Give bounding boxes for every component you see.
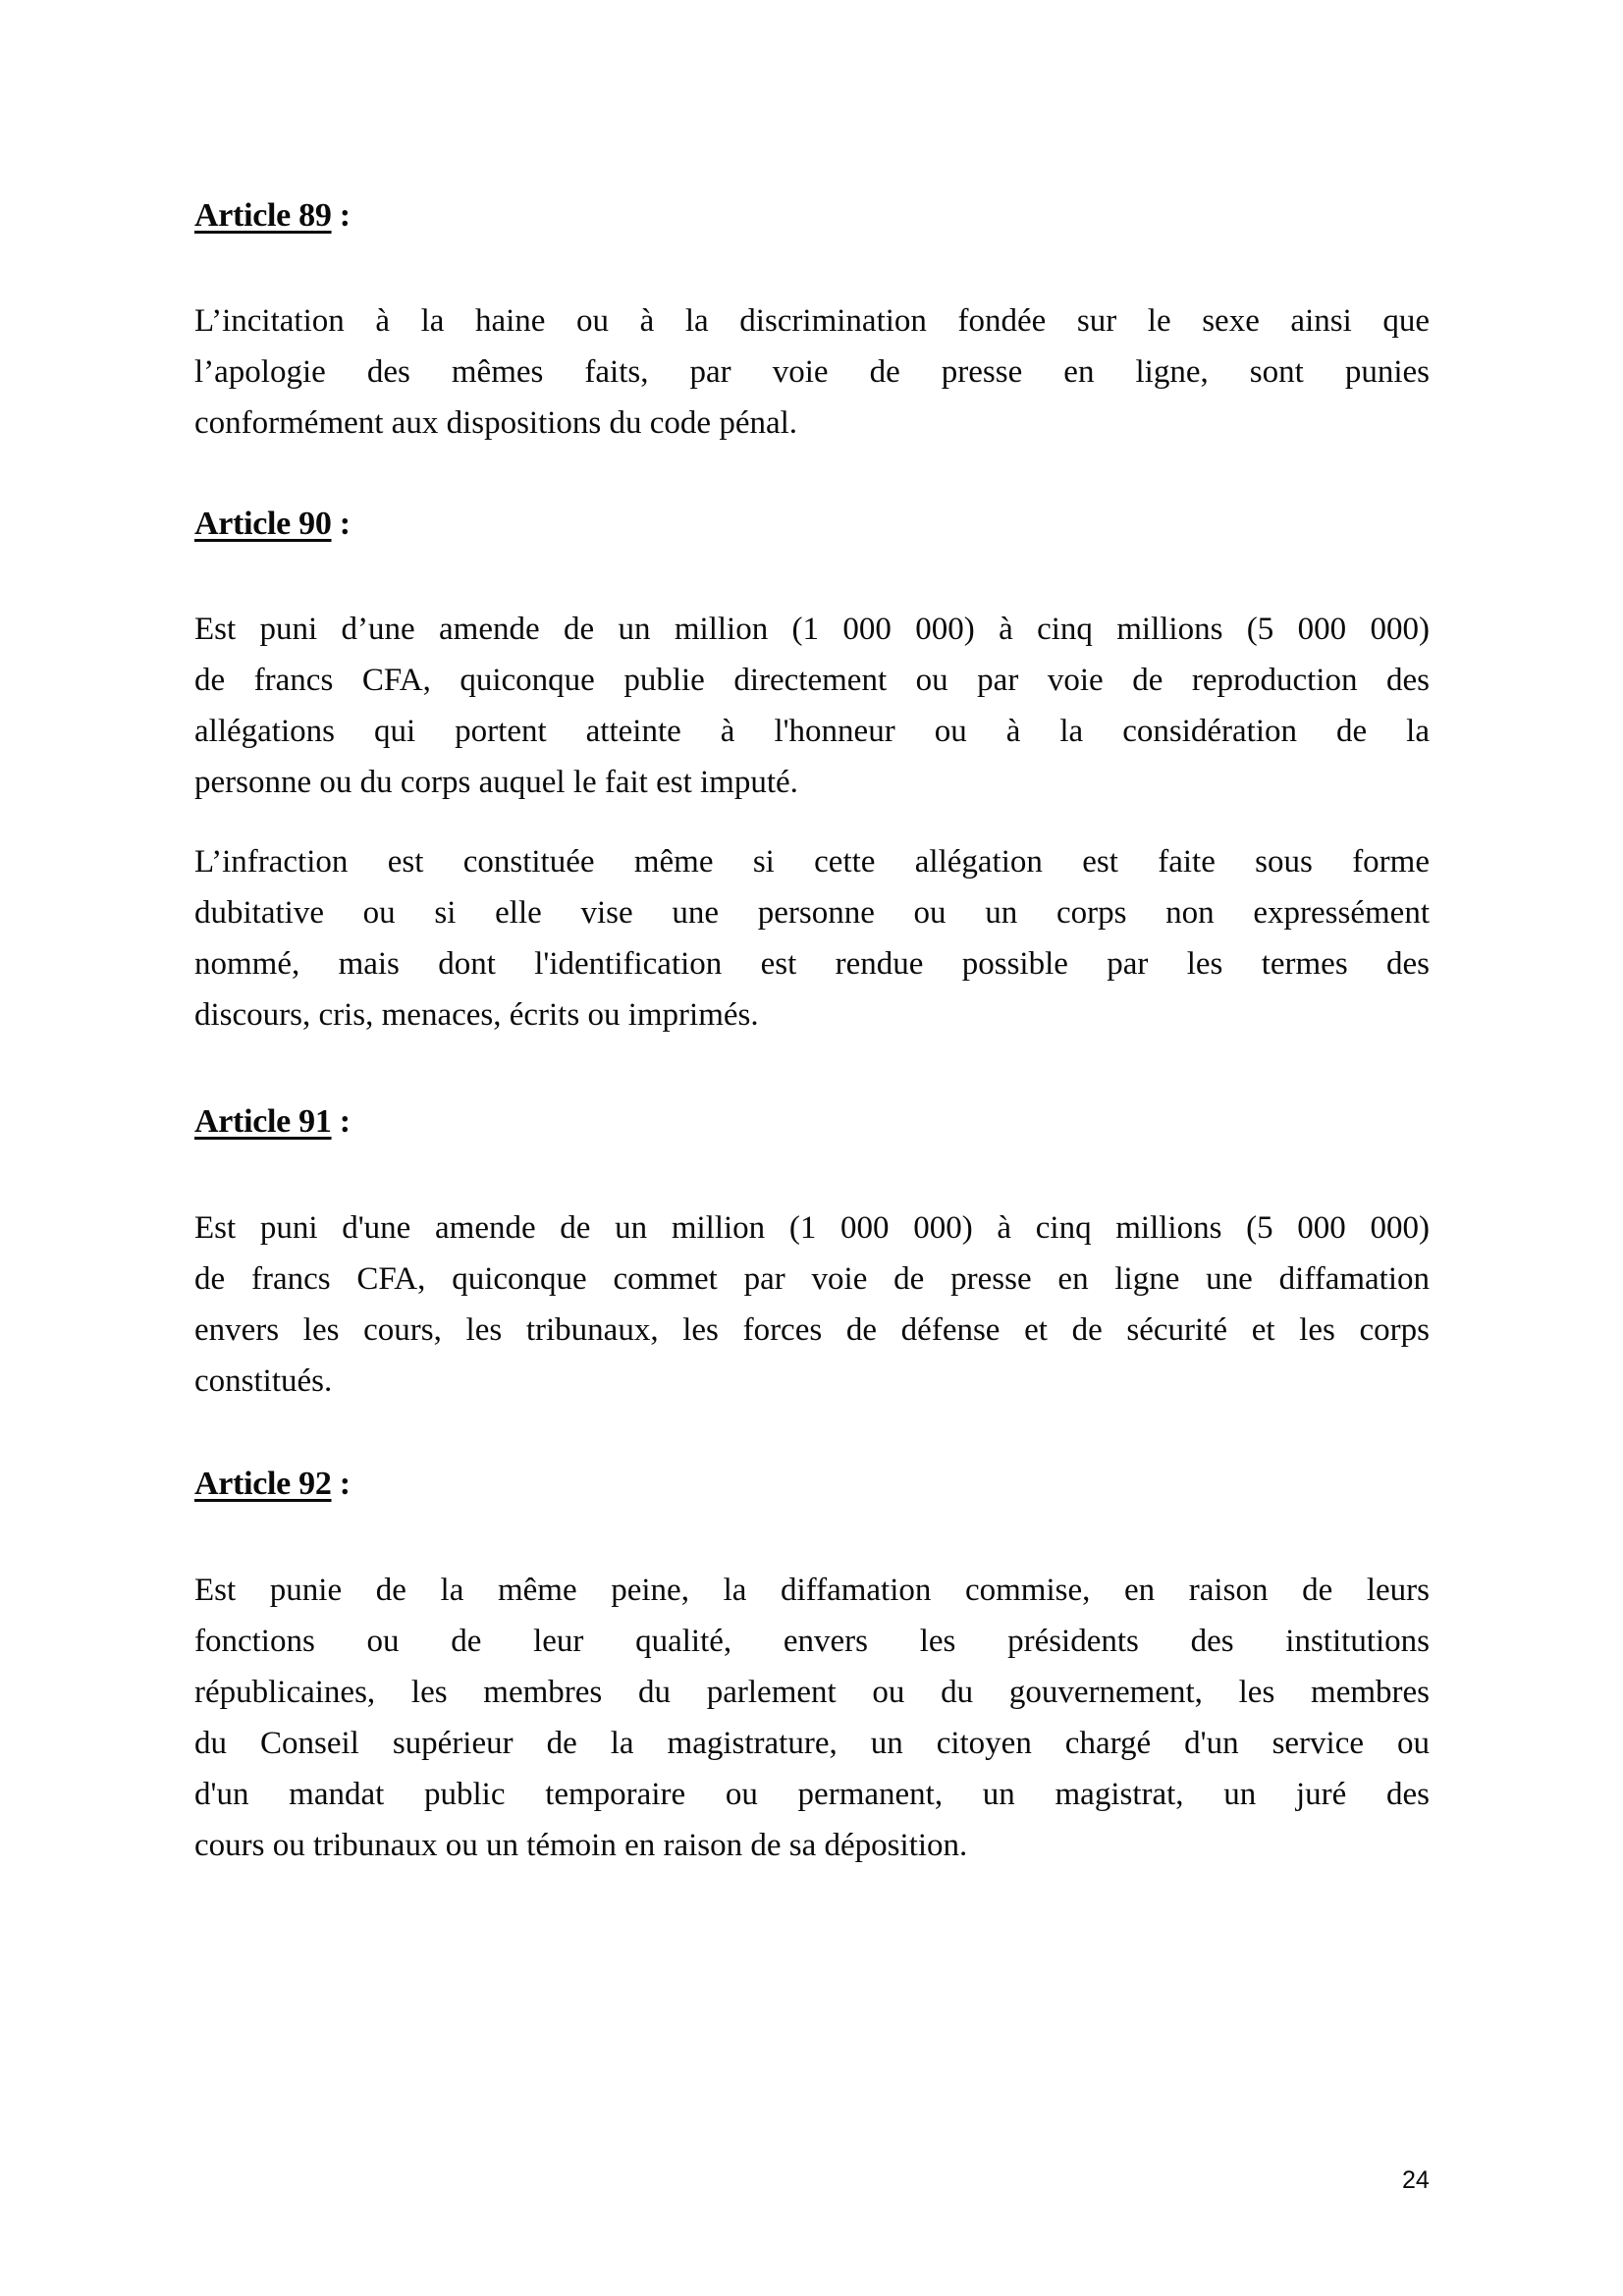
article-91-line: envers les cours, les tribunaux, les forces de défense et de sécurité et les corps [194, 1312, 1430, 1348]
article-92-label: Article 92 [194, 1466, 332, 1502]
article-91-label: Article 91 [194, 1103, 332, 1140]
article-92-line: d'un mandat public temporaire ou permanent, un magistrat, un juré des [194, 1777, 1430, 1812]
article-90-line: personne ou du corps auquel le fait est imputé. [194, 765, 798, 800]
article-92-line: républicaines, les membres du parlement ou du gouvernement, les membres [194, 1675, 1430, 1710]
article-90-line: nommé, mais dont l'identification est rendue possible par les termes des [194, 946, 1430, 982]
article-90-label: Article 90 [194, 506, 332, 542]
article-92-colon: : [331, 1466, 351, 1502]
article-90-line: allégations qui portent atteinte à l'honneur ou à la considération de la [194, 714, 1430, 749]
article-92-line: fonctions ou de leur qualité, envers les présidents des institutions [194, 1624, 1430, 1659]
article-92-line: Est punie de la même peine, la diffamation commise, en raison de leurs [194, 1573, 1430, 1608]
article-90-line: Est puni d’une amende de un million (1 000 000) à cinq millions (5 000 000) [194, 612, 1430, 647]
article-91-colon: : [331, 1103, 351, 1140]
article-90-colon: : [331, 506, 351, 542]
article-92-line: cours ou tribunaux ou un témoin en raison de sa déposition. [194, 1828, 968, 1863]
article-90-line: de francs CFA, quiconque publie directement ou par voie de reproduction des [194, 663, 1430, 698]
page-number: 24 [1402, 2166, 1430, 2194]
article-90-line: discours, cris, menaces, écrits ou imprimés. [194, 997, 759, 1033]
article-90-heading [194, 507, 351, 541]
article-89-label: Article 89 [194, 197, 332, 234]
article-89-colon: : [331, 197, 351, 234]
article-89-heading [194, 199, 351, 233]
article-91-line: Est puni d'une amende de un million (1 000 000) à cinq millions (5 000 000) [194, 1210, 1430, 1246]
article-89-line: conformément aux dispositions du code pénal. [194, 405, 798, 441]
article-92-heading [194, 1468, 351, 1501]
article-89-line: L’incitation à la haine ou à la discrimination fondée sur le sexe ainsi que [194, 303, 1430, 339]
article-90-line: dubitative ou si elle vise une personne ou un corps non expressément [194, 895, 1430, 931]
article-91-line: constitués. [194, 1363, 333, 1399]
article-89-line: l’apologie des mêmes faits, par voie de presse en ligne, sont punies [194, 354, 1430, 390]
article-90-line: L’infraction est constituée même si cette allégation est faite sous forme [194, 844, 1430, 880]
article-91-line: de francs CFA, quiconque commet par voie de presse en ligne une diffamation [194, 1261, 1430, 1297]
article-92-line: du Conseil supérieur de la magistrature, un citoyen chargé d'un service ou [194, 1726, 1430, 1761]
article-91-heading [194, 1105, 351, 1139]
